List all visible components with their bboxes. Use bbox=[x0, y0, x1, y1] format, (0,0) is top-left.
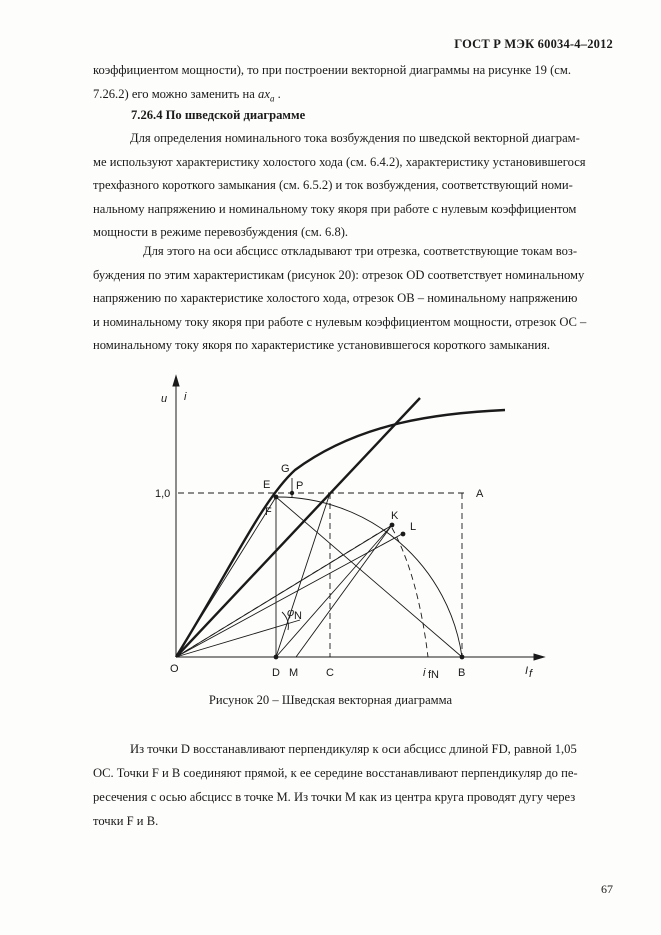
axes bbox=[173, 376, 544, 660]
tick-label-1-0: 1,0 bbox=[155, 488, 171, 500]
p1-line: Для определения номинального тока возбуждения по шведской векторной диаграм- bbox=[130, 131, 580, 145]
line-D-K bbox=[276, 525, 392, 657]
y-axis-arrow bbox=[173, 376, 179, 386]
label-M: M bbox=[289, 667, 299, 679]
label-G: G bbox=[281, 463, 290, 475]
point-D bbox=[274, 655, 279, 660]
p3-line: OC. Точки F и B соединяют прямой, к ее середине восстанавливают перпендикуляр до пе- bbox=[93, 766, 578, 780]
paragraph-3 bbox=[93, 737, 621, 833]
p1-line: ме используют характеристику холостого хода (см. 6.4.2), характеристику установившегося bbox=[93, 154, 586, 169]
axis-label-u: u bbox=[161, 393, 168, 405]
p2-line: напряжению по характеристике холостого хода, отрезок OB – номинальному напряжению bbox=[93, 291, 578, 306]
point-K bbox=[390, 523, 395, 528]
line-C-D bbox=[276, 493, 330, 657]
line-O-K bbox=[176, 524, 394, 657]
intro-line-2: 7.26.2) его можно заменить на $ax_a$ . bbox=[93, 86, 281, 104]
ax-symbol: ax bbox=[258, 86, 270, 101]
p2-line: буждения по этим характеристикам (рисунок 20): отрезок OD соответствует номинальному bbox=[93, 267, 585, 282]
p2-line: Для этого на оси абсцисс откладывают три отрезка, соответствующие токам воз- bbox=[143, 244, 578, 258]
label-F: F bbox=[265, 506, 272, 518]
x-axis-arrow bbox=[534, 654, 544, 660]
ax-subscript: a bbox=[269, 93, 275, 104]
axis-label-if: I bbox=[525, 665, 529, 677]
label-ifn: i bbox=[423, 667, 426, 679]
axis-label-i: i bbox=[184, 391, 187, 403]
figure-caption: Рисунок 20 – Шведская векторная диаграмма bbox=[208, 693, 453, 707]
p2-line: и номинальному току якоря при работе с нулевым коэффициентом мощности, отрезок OC – bbox=[93, 314, 587, 329]
page-number: 67 bbox=[601, 882, 613, 896]
section-title: 7.26.4 По шведской диаграмме bbox=[131, 108, 306, 122]
label-phi-sub: N bbox=[294, 610, 302, 622]
label-phi: φ bbox=[287, 607, 295, 619]
intro-line-1: коэффициентом мощности), то при построении векторной диаграммы на рисунке 19 (см. bbox=[93, 63, 571, 77]
point-B bbox=[460, 655, 465, 660]
document-header: ГОСТ Р МЭК 60034-4–2012 bbox=[454, 37, 613, 51]
point-L bbox=[401, 532, 406, 537]
label-ifn-sub: fN bbox=[428, 669, 439, 681]
p1-line: нальному напряжению и номинальному току якоря при работе с нулевым коэффициентом bbox=[93, 201, 577, 216]
label-K: K bbox=[391, 510, 399, 522]
label-E: E bbox=[263, 479, 271, 491]
label-L: L bbox=[410, 521, 417, 533]
label-B: B bbox=[458, 667, 466, 679]
label-D: D bbox=[272, 667, 280, 679]
p2-line: номинальному току якоря по характеристике установившегося короткого замыкания. bbox=[93, 338, 551, 353]
label-P: P bbox=[296, 480, 304, 492]
label-C: C bbox=[326, 667, 334, 679]
line-K-M bbox=[296, 525, 392, 657]
p3-line: ресечения с осью абсцисс в точке M. Из точки M как из центра круга проводят дугу через bbox=[93, 790, 576, 804]
p3-line: Из точки D восстанавливают перпендикуляр к оси абсцисс длиной FD, равной 1,05 bbox=[130, 742, 577, 756]
label-A: A bbox=[476, 488, 484, 500]
label-O: O bbox=[170, 663, 179, 675]
p1-line: мощности в режиме перевозбуждения (см. 6.8). bbox=[93, 225, 349, 240]
no-load-curve bbox=[176, 410, 505, 657]
point-F bbox=[274, 495, 279, 500]
line-O-F bbox=[176, 497, 276, 657]
p3-line: точки F и B. bbox=[93, 814, 159, 828]
axis-label-if-sub: f bbox=[529, 668, 533, 680]
p1-line: трехфазного короткого замыкания (см. 6.5.2) и ток возбуждения, соответствующий номи- bbox=[93, 178, 573, 193]
point-P bbox=[290, 491, 294, 495]
dashed-arc-K bbox=[392, 528, 428, 657]
